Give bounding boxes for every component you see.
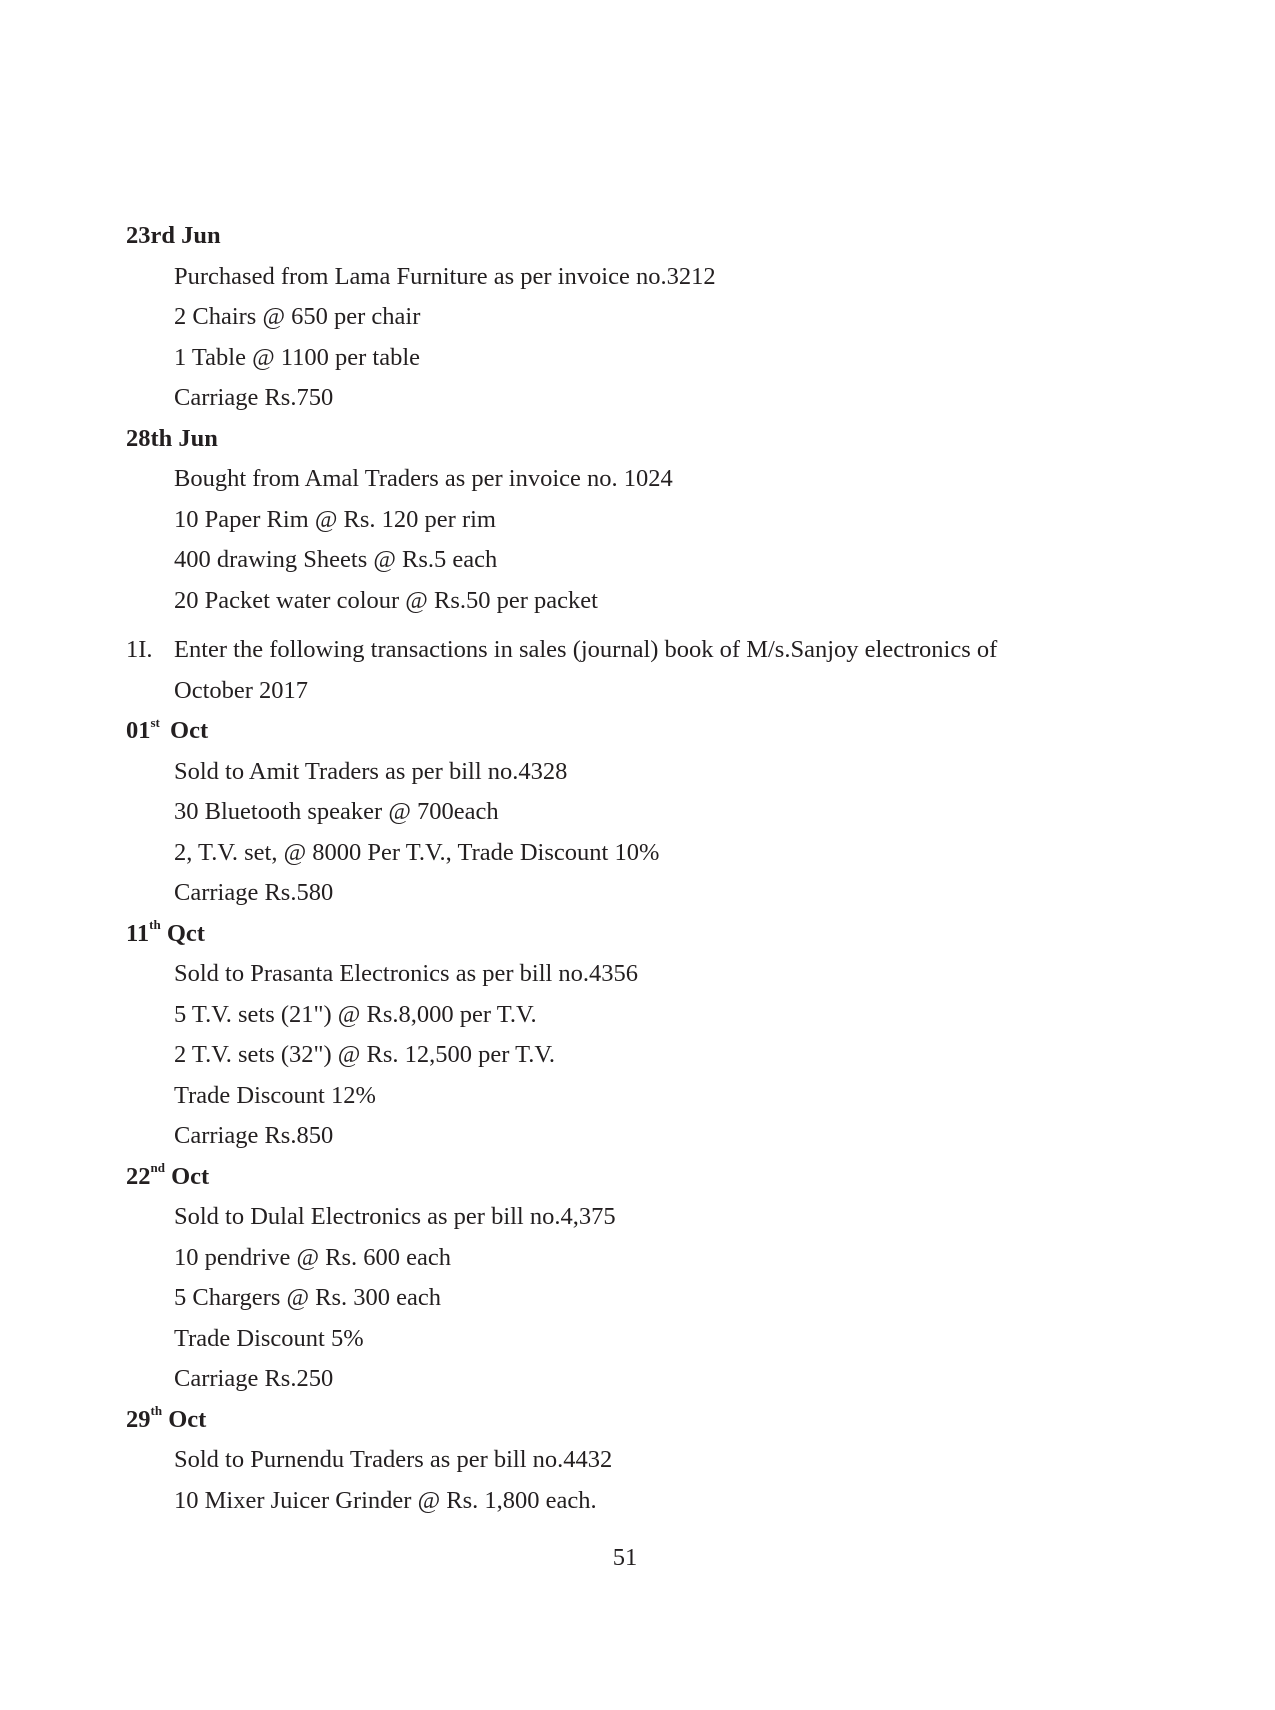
transaction-line: 1 Table @ 1100 per table bbox=[174, 343, 421, 371]
transaction-line: Sold to Dulal Electronics as per bill no.4,375 bbox=[174, 1203, 616, 1230]
transaction-line: Carriage Rs.250 bbox=[174, 1365, 334, 1392]
transaction-line: Sold to Amit Traders as per bill no.4328 bbox=[174, 757, 568, 785]
transaction-line: Trade Discount 5% bbox=[174, 1324, 364, 1352]
transaction-date bbox=[126, 711, 1126, 752]
date-month: Oct bbox=[171, 1162, 210, 1190]
transaction-line: 2, T.V. set, @ 8000 Per T.V., Trade Discount 10% bbox=[174, 838, 660, 866]
transaction-line: 400 drawing Sheets @ Rs.5 each bbox=[174, 546, 498, 573]
transaction-line: 10 Paper Rim @ Rs. 120 per rim bbox=[174, 505, 496, 533]
transaction-line: Purchased from Lama Furniture as per invoice no.3212 bbox=[174, 262, 716, 290]
transaction-line: Carriage Rs.580 bbox=[174, 879, 334, 906]
transaction-date bbox=[126, 1400, 1126, 1441]
transaction-line: 2 Chairs @ 650 per chair bbox=[174, 303, 421, 330]
question-number: 1I. bbox=[126, 636, 153, 663]
question-text-line: Enter the following transactions in sales (journal) book of M/s.Sanjoy electronics of bbox=[174, 636, 998, 663]
transaction-date bbox=[126, 1157, 1126, 1198]
date-day: 22 bbox=[126, 1162, 151, 1190]
transaction-block bbox=[126, 1400, 1126, 1522]
transaction-date: 23rd Jun bbox=[126, 222, 221, 249]
page-content bbox=[126, 216, 1126, 1521]
date-suffix: th bbox=[149, 917, 161, 933]
transaction-line: Bought from Amal Traders as per invoice no. 1024 bbox=[174, 465, 673, 492]
date-suffix: nd bbox=[150, 1160, 165, 1176]
question-item bbox=[126, 630, 1126, 711]
transaction-block bbox=[126, 419, 1126, 622]
transaction-line: 5 Chargers @ Rs. 300 each bbox=[174, 1284, 442, 1311]
transaction-line: Carriage Rs.750 bbox=[174, 384, 334, 411]
transaction-block bbox=[126, 1157, 1126, 1400]
date-day: 11 bbox=[126, 919, 150, 947]
date-month: Oct bbox=[170, 717, 209, 744]
transaction-line: 20 Packet water colour @ Rs.50 per packet bbox=[174, 586, 598, 614]
transaction-block bbox=[126, 216, 1126, 419]
transaction-line: 2 T.V. sets (32") @ Rs. 12,500 per T.V. bbox=[174, 1041, 556, 1068]
transaction-date: 28th Jun bbox=[126, 424, 218, 452]
transaction-line: 10 pendrive @ Rs. 600 each bbox=[174, 1243, 452, 1271]
date-day: 01 bbox=[126, 717, 151, 744]
page-number: 51 bbox=[612, 1544, 638, 1571]
date-month: Qct bbox=[166, 919, 205, 947]
transaction-block bbox=[126, 711, 1126, 914]
transaction-date bbox=[126, 914, 1126, 955]
transaction-line: Sold to Purnendu Traders as per bill no.4432 bbox=[174, 1446, 613, 1473]
transaction-line: Sold to Prasanta Electronics as per bill no.4356 bbox=[174, 960, 639, 987]
date-day: 29 bbox=[126, 1405, 151, 1433]
date-suffix: th bbox=[150, 1403, 163, 1419]
question-text-line: October 2017 bbox=[174, 676, 309, 704]
date-suffix: st bbox=[150, 714, 160, 730]
transaction-line: 10 Mixer Juicer Grinder @ Rs. 1,800 each. bbox=[174, 1486, 597, 1514]
transaction-block bbox=[126, 914, 1126, 1157]
date-month: Oct bbox=[168, 1405, 207, 1433]
transaction-line: 5 T.V. sets (21") @ Rs.8,000 per T.V. bbox=[174, 1000, 537, 1028]
transaction-line: Trade Discount 12% bbox=[174, 1081, 376, 1109]
transaction-line: 30 Bluetooth speaker @ 700each bbox=[174, 798, 499, 825]
transaction-line: Carriage Rs.850 bbox=[174, 1122, 334, 1149]
